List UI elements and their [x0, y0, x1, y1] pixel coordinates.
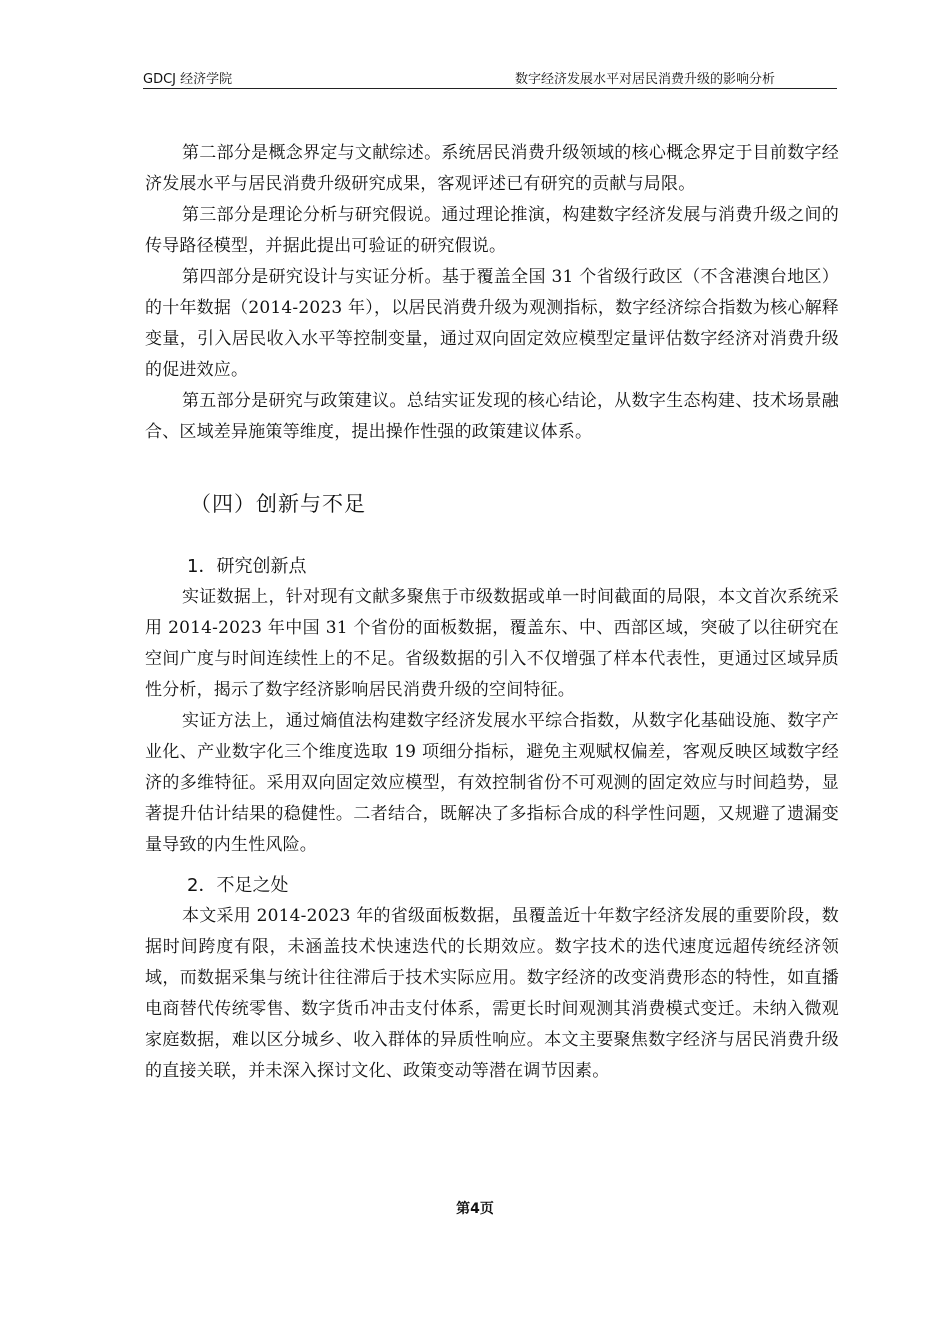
section-heading: （四）创新与不足 [190, 492, 366, 516]
shortcomings-block [145, 871, 839, 1087]
shortcomings-paragraph: 本文采用 2014-2023 年的省级面板数据，虽覆盖近十年数字经济发展的重要阶段，数据时间跨度有限，未涵盖技术快速迭代的长期效应。数字技术的迭代速度远超传统经济领域，而数据采集与统计往往滞后于技术实际应用。数字经济的改变消费形态的特性，如直播电商替代传统零售、数字货币冲击支付体系，需更长时间观测其消费模式变迁。未纳入微观家庭数据，难以区分城乡、收入群体的异质性响应。本文主要聚焦数字经济与居民消费升级的直接关联，并未深入探讨文化、政策变动等潜在调节因素。 [145, 906, 839, 1081]
paragraph-part-three: 第三部分是理论分析与研究假说。通过理论推演，构建数字经济发展与消费升级之间的传导路径模型，并据此提出可验证的研究假说。 [145, 205, 839, 256]
innovation-heading: 1．研究创新点 [187, 556, 307, 577]
innovation-paragraph-data: 实证数据上，针对现有文献多聚焦于市级数据或单一时间截面的局限，本文首次系统采用 2014-2023 年中国 31 个省份的面板数据，覆盖东、中、西部区域，突破了以往研究在空间广度与时间连续性上的不足。省级数据的引入不仅增强了样本代表性，更通过区域异质性分析，揭示了数字经济影响居民消费升级的空间特征。 [145, 587, 839, 700]
intro-paragraphs [145, 138, 839, 448]
paragraph-part-five: 第五部分是研究与政策建议。总结实证发现的核心结论，从数字生态构建、技术场景融合、区域差异施策等维度，提出操作性强的政策建议体系。 [145, 391, 839, 442]
page-number: 第4页 [456, 1201, 494, 1217]
page-header [143, 66, 837, 89]
paragraph-part-four: 第四部分是研究设计与实证分析。基于覆盖全国 31 个省级行政区（不含港澳台地区）的十年数据（2014-2023 年），以居民消费升级为观测指标，数字经济综合指数为核心解释变量，引入居民收入水平等控制变量，通过双向固定效应模型定量评估数字经济对消费升级的促进效应。 [145, 267, 839, 380]
innovation-block [145, 552, 839, 861]
paragraph-part-two: 第二部分是概念界定与文献综述。系统居民消费升级领域的核心概念界定于目前数字经济发展水平与居民消费升级研究成果，客观评述已有研究的贡献与局限。 [145, 143, 839, 194]
header-paper-title: 数字经济发展水平对居民消费升级的影响分析 [514, 72, 775, 87]
header-institution: GDCJ 经济学院 [143, 72, 233, 87]
innovation-paragraph-method: 实证方法上，通过熵值法构建数字经济发展水平综合指数，从数字化基础设施、数字产业化、产业数字化三个维度选取 19 项细分指标，避免主观赋权偏差，客观反映区域数字经济的多维特征。采用双向固定效应模型，有效控制省份不可观测的固定效应与时间趋势，显著提升估计结果的稳健性。二者结合，既解决了多指标合成的科学性问题，又规避了遗漏变量导致的内生性风险。 [145, 711, 839, 855]
shortcomings-heading: 2．不足之处 [187, 875, 289, 896]
